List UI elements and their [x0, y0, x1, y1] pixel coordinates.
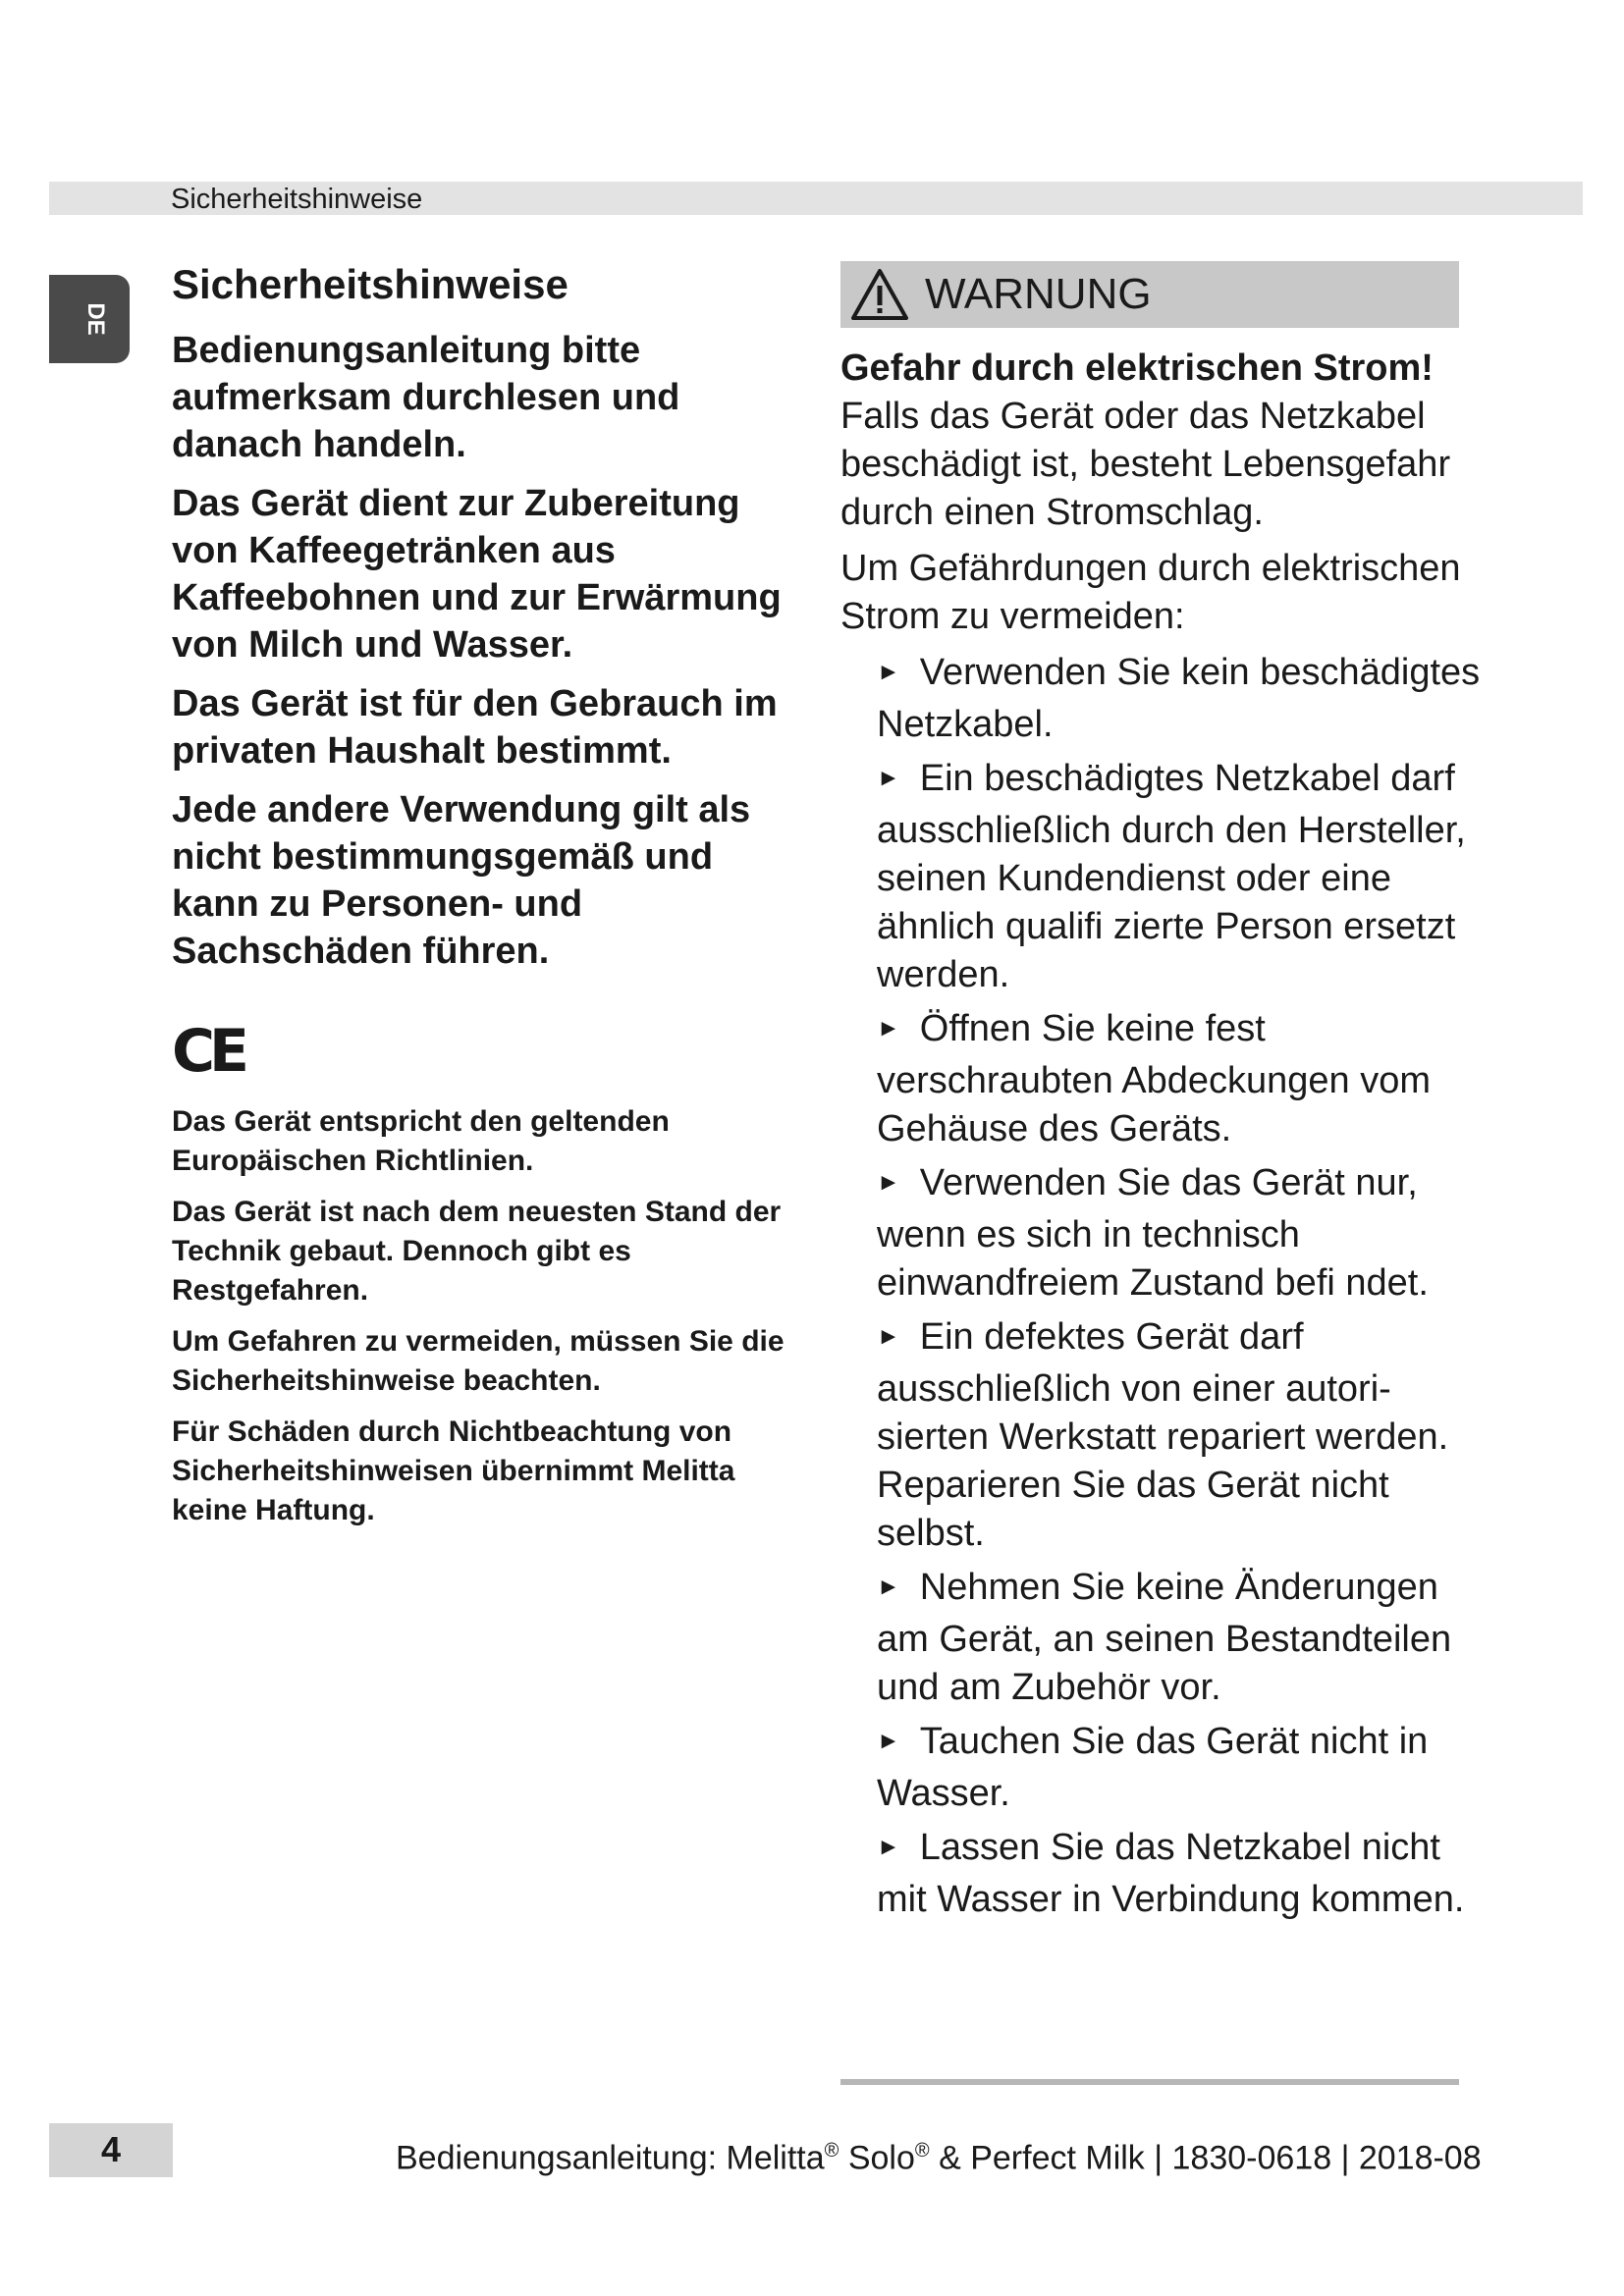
bullet-icon: ► [877, 1169, 900, 1196]
list-item-text: Verwenden Sie das Gerät nur, wenn es sich in technisch einwandfreiem Zustand befi ndet. [877, 1162, 1429, 1304]
bullet-icon: ► [877, 1728, 900, 1754]
language-tab-label: DE [82, 302, 109, 336]
footer-prefix: Bedienungsanleitung: Melitta [396, 2139, 825, 2177]
warning-triangle-icon [850, 267, 909, 322]
left-column [172, 260, 800, 1542]
warning-paragraph: Falls das Gerät oder das Netzkabel beschädigt ist, besteht Lebensgefahr durch einen Stromschlag. [840, 396, 1451, 533]
lead-paragraphs [172, 327, 800, 975]
lead-paragraph: Bedienungsanleitung bitte aufmerksam durchlesen und danach handeln. [172, 330, 680, 465]
right-column [840, 261, 1489, 1930]
list-item [877, 1718, 1489, 1818]
page-number: 4 [100, 2129, 122, 2169]
warning-list [840, 649, 1489, 1924]
bullet-icon: ► [877, 765, 900, 791]
warning-label: WARNUNG [925, 270, 1152, 318]
danger-title: Gefahr durch elektrischen Strom! [840, 347, 1434, 389]
language-tab [49, 275, 130, 363]
lead-paragraph: Das Gerät dient zur Zubereitung von Kaffeegetränken aus Kaffeebohnen und zur Erwärmung von Milch und Wasser. [172, 483, 782, 666]
bullet-icon: ► [877, 1015, 900, 1041]
list-item-text: Öffnen Sie keine fest verschraubten Abdeckungen vom Gehäuse des Geräts. [877, 1008, 1432, 1149]
list-item-text: Verwenden Sie kein beschädigtes Netzkabel. [877, 652, 1481, 745]
footer-suffix: & Perfect Milk | 1830-0618 | 2018-08 [929, 2139, 1482, 2177]
warning-header [840, 261, 1459, 328]
registered-mark: ® [914, 2140, 930, 2162]
list-item [877, 649, 1489, 749]
list-item-text: Lassen Sie das Netzkabel nicht mit Wasser in Verbindung kommen. [877, 1827, 1465, 1920]
list-item [877, 1564, 1489, 1712]
warning-paragraph: Um Gefährdungen durch elektrischen Strom zu vermeiden: [840, 548, 1461, 637]
list-item-text: Ein defektes Gerät darf ausschließlich von einer autori-sierten Werkstatt repariert werden. Reparieren Sie das Gerät nicht selbst. [877, 1316, 1449, 1554]
bullet-icon: ► [877, 1834, 900, 1860]
list-item-text: Tauchen Sie das Gerät nicht in Wasser. [877, 1721, 1429, 1814]
footer-text [396, 2130, 1482, 2178]
registered-mark: ® [824, 2140, 839, 2162]
compliance-notes [172, 1102, 800, 1530]
bullet-icon: ► [877, 1323, 900, 1350]
list-item [877, 755, 1489, 999]
list-item [877, 1159, 1489, 1308]
lead-paragraph: Das Gerät ist für den Gebrauch im privaten Haushalt bestimmt. [172, 683, 778, 772]
lead-paragraph: Jede andere Verwendung gilt als nicht bestimmungsgemäß und kann zu Personen- und Sachschäden führen. [172, 789, 751, 972]
list-item [877, 1313, 1489, 1558]
page-title: Sicherheitshinweise [172, 261, 568, 307]
page-number-box [49, 2123, 173, 2177]
footer-solo: Solo [839, 2139, 915, 2177]
compliance-paragraph: Um Gefahren zu vermeiden, müssen Sie die Sicherheitshinweise beachten. [172, 1325, 785, 1397]
bullet-icon: ► [877, 1574, 900, 1600]
list-item [877, 1824, 1489, 1924]
list-item-text: Ein beschädigtes Netzkabel darf ausschließlich durch den Hersteller, seinen Kundendienst oder eine ähnlich qualifi zierte Person ersetzt werden. [877, 758, 1466, 995]
section-header-band [49, 182, 1583, 215]
list-item-text: Nehmen Sie keine Änderungen am Gerät, an seinen Bestandteilen und am Zubehör vor. [877, 1567, 1452, 1708]
bullet-icon: ► [877, 659, 900, 685]
ce-mark-icon: CE [172, 1017, 244, 1086]
compliance-paragraph: Das Gerät ist nach dem neuesten Stand der Technik gebaut. Dennoch gibt es Restgefahren. [172, 1196, 782, 1307]
list-item [877, 1005, 1489, 1153]
warning-bottom-rule [840, 2079, 1459, 2085]
compliance-paragraph: Das Gerät entspricht den geltenden Europäischen Richtlinien. [172, 1105, 670, 1177]
section-header-title: Sicherheitshinweise [171, 184, 423, 215]
compliance-paragraph: Für Schäden durch Nichtbeachtung von Sicherheitshinweisen übernimmt Melitta keine Haftung. [172, 1415, 735, 1526]
